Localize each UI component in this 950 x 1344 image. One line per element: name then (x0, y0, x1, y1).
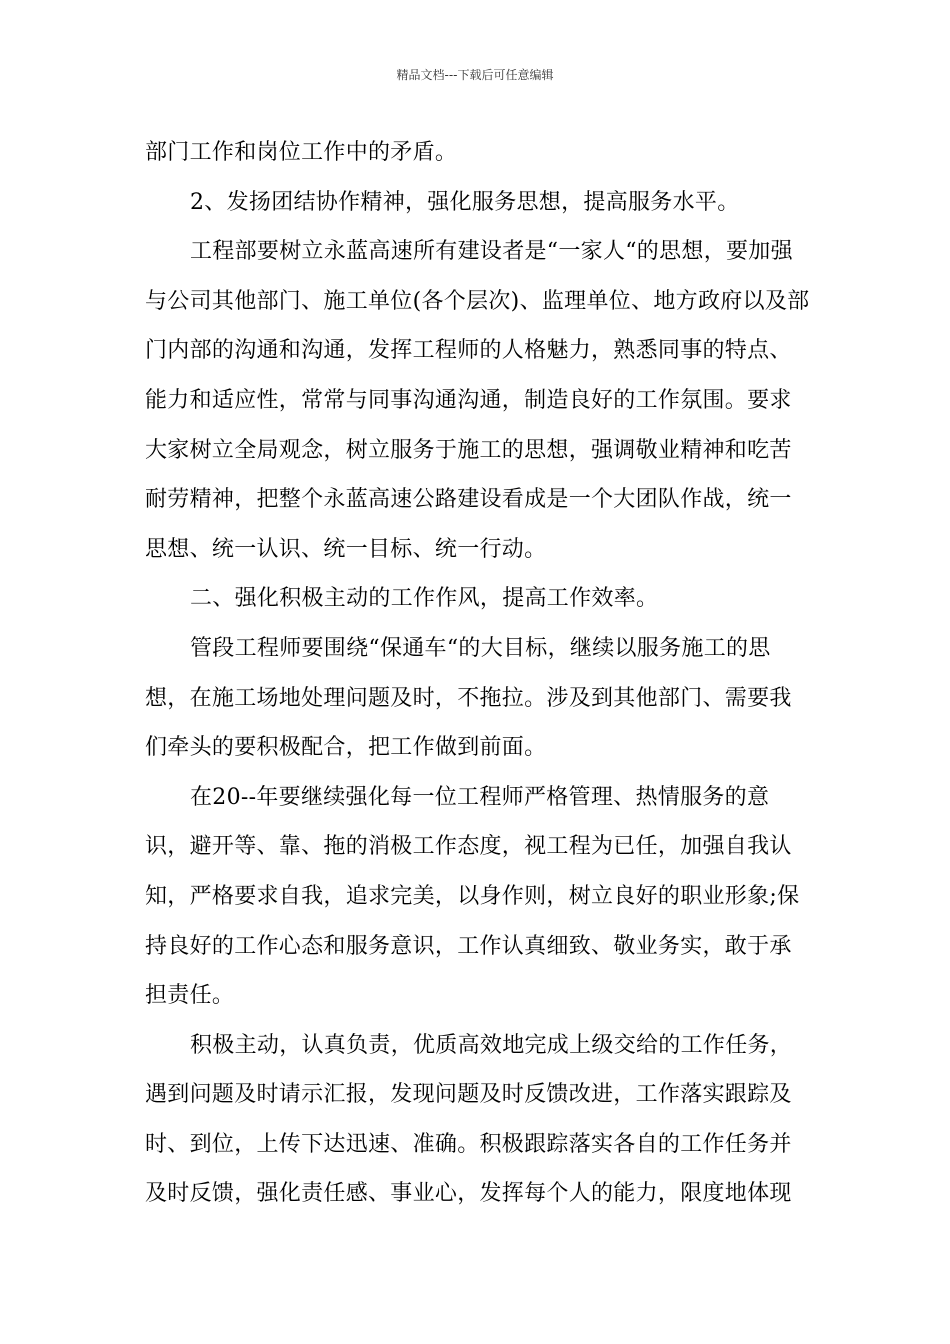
document-body (145, 128, 813, 1219)
paragraph-engineer-goal: 管段工程师要围绕“保通车“的大目标，继续以服务施工的思想，在施工场地处理问题及时，不拖拉。涉及到其他部门、需要我们牵头的要积极配合，把工作做到前面。 (145, 635, 792, 761)
paragraph-heading-section-2: 二、强化积极主动的工作作风，提高工作效率。 (190, 586, 659, 612)
paragraph-proactive: 积极主动，认真负责，优质高效地完成上级交给的工作任务，遇到问题及时请示汇报，发现问题及时反馈改进，工作落实跟踪及时、到位，上传下达迅速、准确。积极跟踪落实各自的工作任务并及时反馈，强化责任感、事业心，发挥每个人的能力，限度地体现 (145, 1032, 793, 1207)
paragraph-teamwork: 工程部要树立永蓝高速所有建设者是“一家人“的思想，要加强与公司其他部门、施工单位(各个层次)、监理单位、地方政府以及部门内部的沟通和沟通，发挥工程师的人格魅力，熟悉同事的特点、能力和适应性，常常与同事沟通沟通，制造良好的工作氛围。要求大家树立全局观念，树立服务于施工的思想，强调敬业精神和吃苦耐劳精神，把整个永蓝高速公路建设看成是一个大团队作战，统一思想、统一认识、统一目标、统一行动。 (145, 239, 810, 562)
paragraph-year-plan: 在20--年要继续强化每一位工程师严格管理、热情服务的意识，避开等、靠、拖的消极工作态度，视工程为已任，加强自我认知，严格要求自我，追求完美，以身作则，树立良好的职业形象;保持良好的工作心态和服务意识，工作认真细致、敬业务实，敢于承担责任。 (145, 784, 800, 1009)
paragraph-heading-2: 2、发扬团结协作精神，强化服务思想，提高服务水平。 (190, 189, 740, 215)
paragraph-continuation: 部门工作和岗位工作中的矛盾。 (145, 140, 458, 165)
page-header: 精品文档---下载后可任意编辑 (396, 68, 554, 82)
